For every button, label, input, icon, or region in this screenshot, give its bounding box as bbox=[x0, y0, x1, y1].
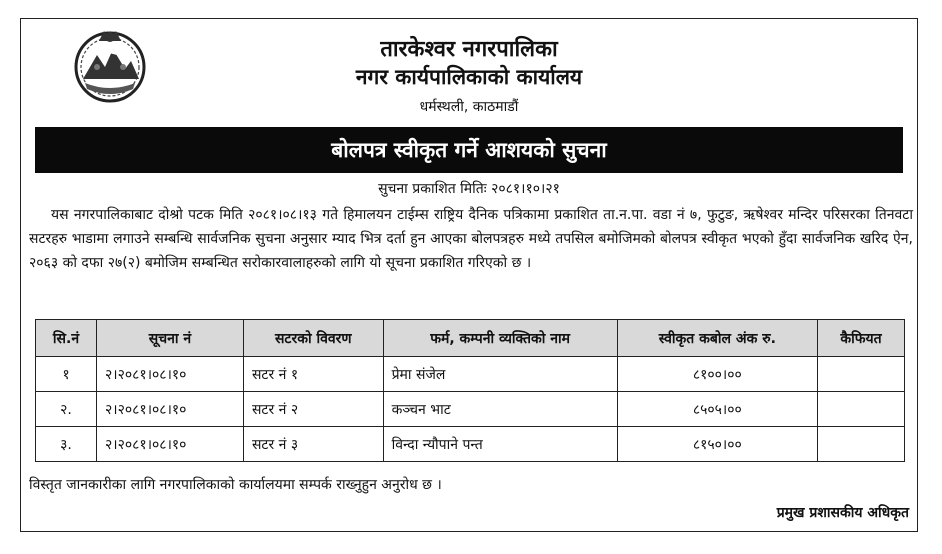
cell-firm-name: प्रेमा संजेल bbox=[383, 357, 617, 392]
cell-remarks bbox=[817, 357, 904, 392]
cell-remarks bbox=[817, 427, 904, 462]
col-header-shutter: सटरको विवरण bbox=[243, 320, 383, 357]
notice-body: यस नगरपालिकाबाट दोश्रो पटक मिति २०८१।०८।१३ गते हिमालयन टाईम्स राष्ट्रिय दैनिक पत्रिकामा प्रकाशित ता.न.पा. वडा नं ७, फुटुङ, ऋषेश्वर मन्दिर परिसरका तिनवटा सटरहरु भाडामा लगाउने सम्बन्धि सार्वजनिक सुचना अनुसार म्याद भित्र दर्ता हुन आएका बोलपत्रहरु मध्ये तपसिल बमोजिमको बोलपत्र स्वीकृत भएको हुँदा सार्वजनिक खरिद ऐन, २०६३ को दफा २७(२) बमोजिम सम्बन्धित सरोकारवालाहरुको लागि यो सूचना प्रकाशित गरिएको छ । bbox=[29, 207, 913, 271]
cell-amount: ८१५०।०० bbox=[617, 427, 817, 462]
cell-shutter: सटर नं ३ bbox=[243, 427, 383, 462]
accepted-bids-table bbox=[35, 319, 905, 462]
notice-frame bbox=[20, 18, 918, 532]
cell-amount: ८५०५।०० bbox=[617, 392, 817, 427]
signer-title: प्रमुख प्रशासकीय अधिकृत bbox=[776, 505, 909, 521]
table-row bbox=[36, 392, 905, 427]
cell-notice-no: २।२०८१।०८।१० bbox=[97, 357, 244, 392]
cell-sn: ३. bbox=[36, 427, 97, 462]
cell-notice-no: २।२०८१।०८।१० bbox=[97, 427, 244, 462]
office-subtitle: नगर कार्यपालिकाको कार्यालय bbox=[355, 65, 583, 89]
table-row bbox=[36, 427, 905, 462]
notice-title-banner: बोलपत्र स्वीकृत गर्ने आशयको सुचना bbox=[35, 127, 903, 173]
cell-shutter: सटर नं २ bbox=[243, 392, 383, 427]
published-date: सुचना प्रकाशित मितिः २०८१।१०।२१ bbox=[378, 181, 560, 197]
col-header-amount: स्वीकृत कबोल अंक रु. bbox=[617, 320, 817, 357]
table-header-row bbox=[36, 320, 905, 357]
office-name: तारकेश्वर नगरपालिका bbox=[380, 37, 558, 62]
cell-notice-no: २।२०८१।०८।१० bbox=[97, 392, 244, 427]
cell-amount: ८१००।०० bbox=[617, 357, 817, 392]
table-row bbox=[36, 357, 905, 392]
cell-remarks bbox=[817, 392, 904, 427]
col-header-firm-name: फर्म, कम्पनी व्यक्तिको नाम bbox=[383, 320, 617, 357]
col-header-notice-no: सूचना नं bbox=[97, 320, 244, 357]
col-header-sn: सि.नं bbox=[36, 320, 97, 357]
col-header-remarks: कैफियत bbox=[817, 320, 904, 357]
cell-sn: १ bbox=[36, 357, 97, 392]
office-address: धर्मस्थली, काठमाडौं bbox=[419, 99, 519, 115]
cell-firm-name: विन्दा न्यौपाने पन्त bbox=[383, 427, 617, 462]
contact-note: विस्तृत जानकारीका लागि नगरपालिकाको कार्यालयमा सम्पर्क राख्नुहुन अनुरोध छ । bbox=[29, 477, 442, 493]
cell-firm-name: कञ्चन भाट bbox=[383, 392, 617, 427]
cell-sn: २. bbox=[36, 392, 97, 427]
cell-shutter: सटर नं १ bbox=[243, 357, 383, 392]
